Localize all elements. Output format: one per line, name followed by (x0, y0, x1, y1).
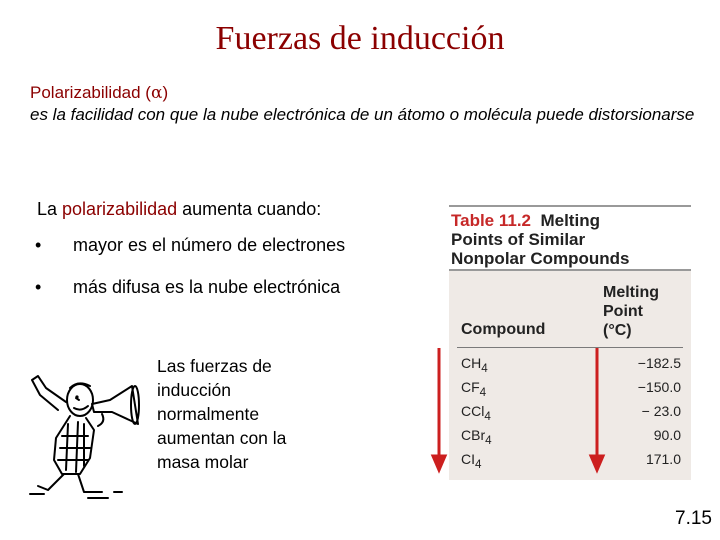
definition-text: es la facilidad con que la nube electrónica de un átomo o molécula puede distorsionarse (30, 105, 695, 124)
megaphone-man-illustration (18, 340, 158, 500)
increase-prefix: La (37, 199, 63, 219)
melting-point-value: 171.0 (645, 451, 681, 467)
compound-subscript: 4 (484, 409, 491, 423)
compound-formula: CBr (461, 427, 486, 443)
column-header-mp-3: (°C) (603, 322, 632, 339)
alpha-symbol: α (150, 83, 163, 103)
compound-subscript: 4 (485, 433, 492, 447)
compound-formula: CI (461, 451, 475, 467)
caption-top-rule (449, 205, 691, 207)
definition-term (30, 82, 700, 104)
caption-line-2: Points of Similar (451, 230, 586, 249)
compound-subscript: 4 (481, 361, 488, 375)
caption-line-3: Nonpolar Compounds (451, 249, 630, 268)
increase-suffix: aumenta cuando: (177, 199, 322, 219)
caption-melting: Melting (540, 211, 600, 230)
bullet-marker: • (35, 277, 42, 297)
definition-block (30, 82, 700, 126)
compound-subscript: 4 (475, 457, 482, 471)
bullet-item: más difusa es la nube electrónica (73, 277, 341, 297)
definition-term-suffix: ) (162, 83, 169, 102)
column-header-mp-2: Point (603, 303, 643, 320)
callout-text: Las fuerzas de inducción normalmente aumentan con la masa molar (157, 356, 287, 472)
melting-point-value: − 23.0 (641, 403, 681, 419)
compound-subscript: 4 (479, 385, 487, 399)
column-header-compound: Compound (461, 321, 546, 338)
melting-point-value: −182.5 (637, 355, 681, 371)
definition-term-prefix: Polarizabilidad ( (30, 83, 151, 102)
caption-line-1 (451, 211, 600, 231)
page-number: 7.15 (675, 508, 712, 529)
bullet-item: mayor es el número de electrones (73, 235, 346, 255)
table-caption (449, 205, 691, 271)
increase-highlight: polarizabilidad (62, 199, 178, 219)
trend-arrows (420, 330, 620, 480)
column-header-mp-1: Melting (603, 284, 659, 301)
page-title: Fuerzas de inducción (215, 20, 505, 57)
table-number: Table 11.2 (451, 211, 532, 230)
compound-formula: CCl (461, 403, 485, 419)
arrow-compound-head (433, 456, 445, 470)
compound-formula: CH (461, 355, 482, 371)
compound-formula: CF (461, 379, 480, 395)
melting-point-value: 90.0 (653, 427, 681, 443)
bullet-marker: • (35, 235, 42, 255)
melting-point-value: −150.0 (637, 379, 681, 395)
arrow-mp-head (591, 456, 603, 470)
increase-heading (37, 199, 321, 220)
